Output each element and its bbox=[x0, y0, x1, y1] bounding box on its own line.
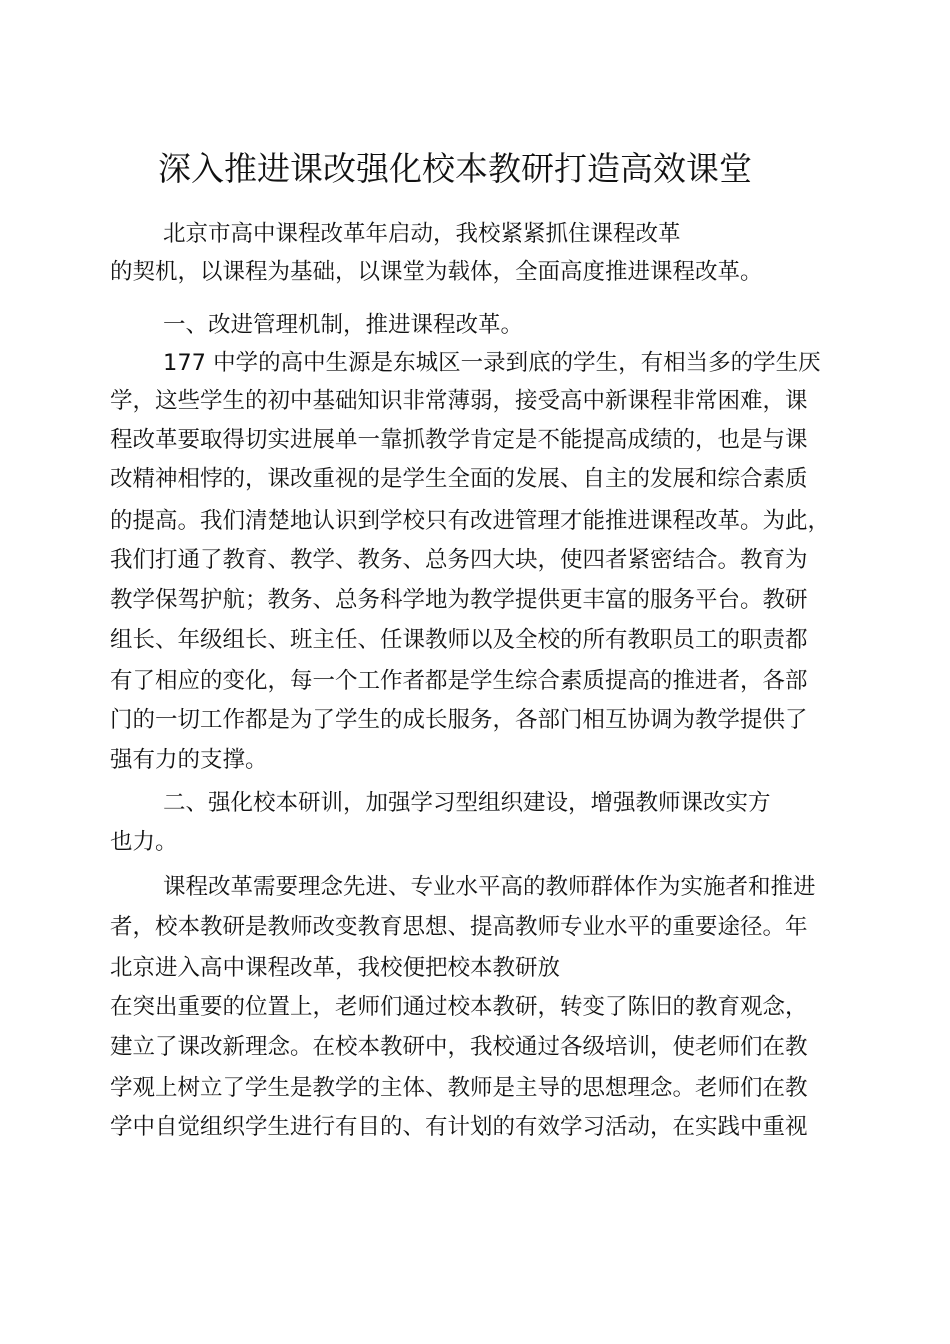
section-heading-1: 一、改进管理机制，推进课程改革。 bbox=[163, 312, 524, 338]
paragraph-line: 程改革要取得切实进展单一靠抓教学肯定是不能提高成绩的，也是与课 bbox=[110, 427, 808, 453]
paragraph-line: 学中自觉组织学生进行有目的、有计划的有效学习活动，在实践中重视 bbox=[110, 1114, 808, 1140]
paragraph-line: 的提高。我们清楚地认识到学校只有改进管理才能推进课程改革。为此， bbox=[110, 508, 831, 534]
paragraph-line: 北京市高中课程改革年启动，我校紧紧抓住课程改革 bbox=[163, 221, 681, 247]
paragraph-line: 者，校本教研是教师改变教育思想、提高教师专业水平的重要途径。年 bbox=[110, 914, 808, 940]
section-heading-2-continued: 也力。 bbox=[110, 829, 178, 855]
section-heading-2: 二、强化校本研训，加强学习型组织建设，增强教师课改实方 bbox=[163, 790, 771, 816]
document-title: 深入推进课改强化校本教研打造高效课堂 bbox=[158, 149, 752, 188]
paragraph-line: 有了相应的变化，每一个工作者都是学生综合素质提高的推进者，各部 bbox=[110, 668, 808, 694]
paragraph-line: 改精神相悖的，课改重视的是学生全面的发展、自主的发展和综合素质 bbox=[110, 466, 808, 492]
paragraph-line: 门的一切工作都是为了学生的成长服务，各部门相互协调为教学提供了 bbox=[110, 707, 808, 733]
paragraph-line: 在突出重要的位置上，老师们通过校本教研，转变了陈旧的教育观念， bbox=[110, 994, 808, 1020]
paragraph-line: 教学保驾护航；教务、总务科学地为教学提供更丰富的服务平台。教研 bbox=[110, 587, 808, 613]
paragraph-line: 强有力的支撑。 bbox=[110, 747, 268, 773]
paragraph-line: 组长、年级组长、班主任、任课教师以及全校的所有教职员工的职责都 bbox=[110, 627, 808, 653]
paragraph-line: 建立了课改新理念。在校本教研中，我校通过各级培训，使老师们在教 bbox=[110, 1034, 808, 1060]
paragraph-line: 我们打通了教育、教学、教务、总务四大块，使四者紧密结合。教育为 bbox=[110, 547, 808, 573]
paragraph-line: 的契机，以课程为基础，以课堂为载体，全面高度推进课程改革。 bbox=[110, 259, 763, 285]
paragraph-line: 学，这些学生的初中基础知识非常薄弱，接受高中新课程非常困难，课 bbox=[110, 388, 808, 414]
paragraph-line: 课程改革需要理念先进、专业水平高的教师群体作为实施者和推进 bbox=[163, 874, 816, 900]
paragraph-line: 177 中学的高中生源是东城区一录到底的学生，有相当多的学生厌 bbox=[163, 350, 821, 376]
paragraph-line: 北京进入高中课程改革，我校便把校本教研放 bbox=[110, 955, 561, 981]
paragraph-line: 学观上树立了学生是教学的主体、教师是主导的思想理念。老师们在教 bbox=[110, 1075, 808, 1101]
